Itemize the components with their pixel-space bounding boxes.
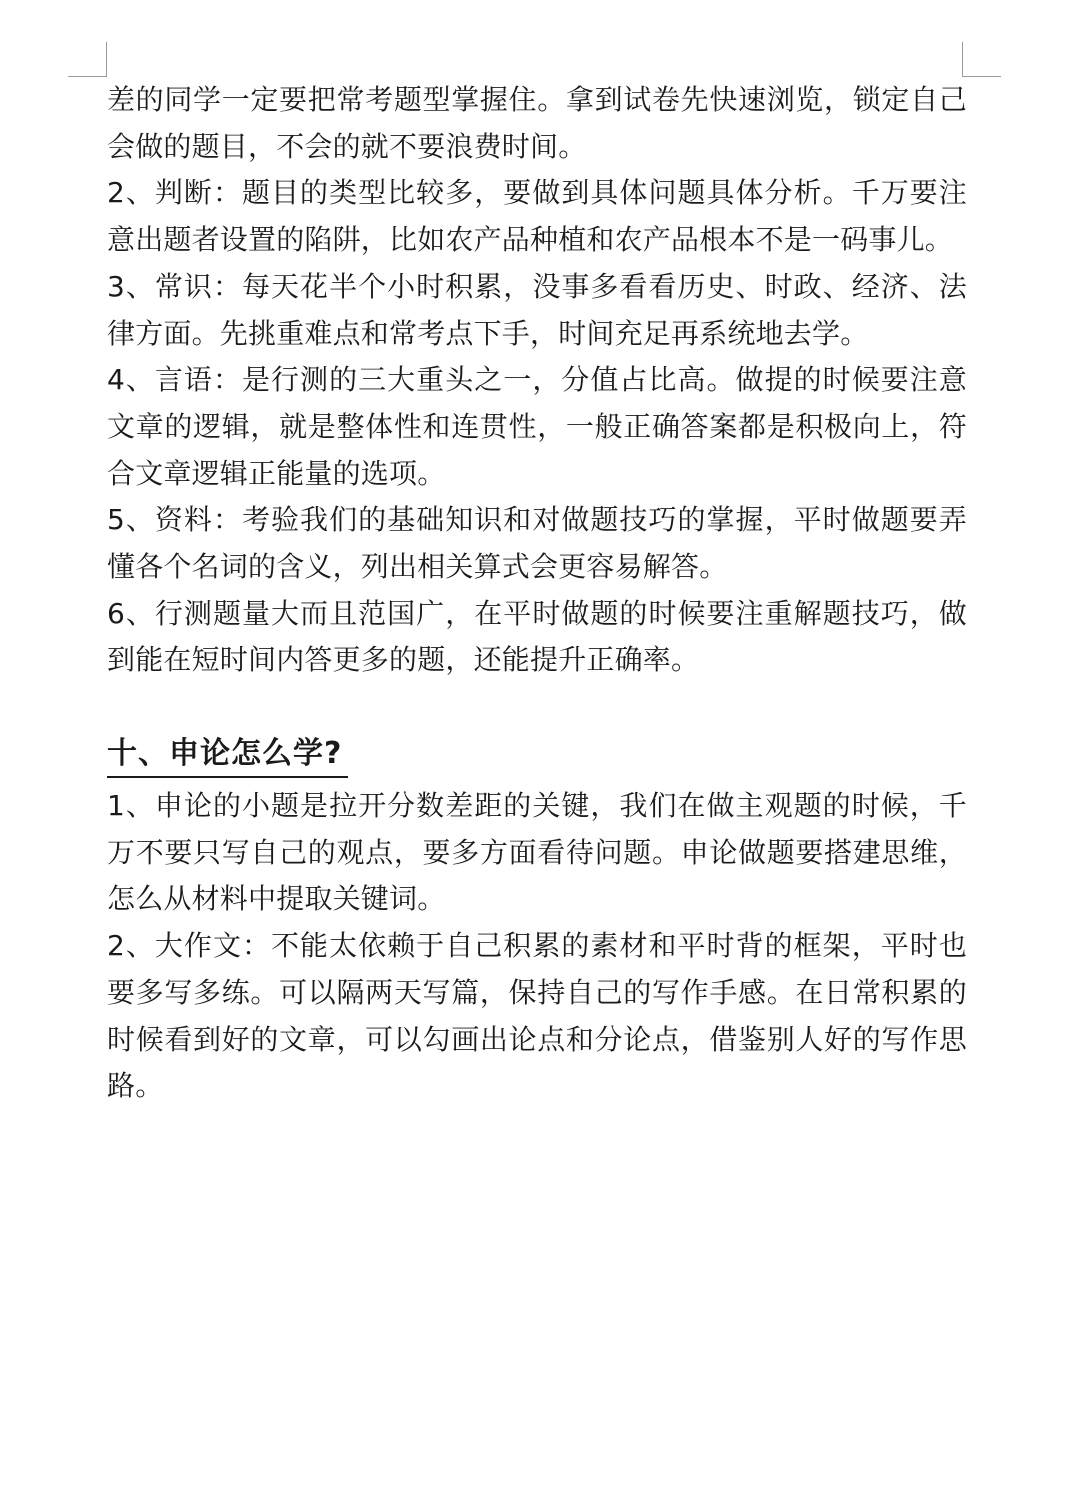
- paragraph-common-sense: 3、常识：每天花半个小时积累，没事多看看历史、时政、经济、法律方面。先挑重难点和常考点下手，时间充足再系统地去学。: [107, 269, 967, 350]
- page-corner-mark-top-left: [68, 42, 107, 77]
- paragraph-essay-composition: 2、大作文：不能太依赖于自己积累的素材和平时背的框架，平时也要多写多练。可以隔两天写篇，保持自己的写作手感。在日常积累的时候看到好的文章，可以勾画出论点和分论点，借鉴别人好的写作思路。: [107, 929, 967, 1103]
- page-corner-mark-top-right: [962, 42, 1001, 77]
- section-ten-body: [107, 783, 967, 1110]
- section-ten-heading: 十、申论怎么学?: [107, 732, 348, 778]
- paragraph-essay-short-questions: 1、申论的小题是拉开分数差距的关键，我们在做主观题的时候，千万不要只写自己的观点，要多方面看待问题。申论做题要搭建思维，怎么从材料中提取关键词。: [107, 789, 967, 916]
- paragraph-exam-volume: 6、行测题量大而且范国广，在平时做题的时候要注重解题技巧，做到能在短时间内答更多的题，还能提升正确率。: [107, 596, 967, 677]
- paragraph-judgment: 2、判断：题目的类型比较多，要做到具体问题具体分析。千万要注意出题者设置的陷阱，比如农产品种植和农产品根本不是一码事儿。: [107, 176, 967, 257]
- section-nine-body: [107, 77, 967, 684]
- paragraph-continuation: 差的同学一定要把常考题型掌握住。拿到试卷先快速浏览，锁定自己会做的题目，不会的就不要浪费时间。: [107, 83, 967, 163]
- paragraph-verbal: 4、言语：是行测的三大重头之一，分值占比高。做提的时候要注意文章的逻辑，就是整体性和连贯性，一般正确答案都是积极向上，符合文章逻辑正能量的选项。: [107, 363, 967, 490]
- paragraph-data-analysis: 5、资料：考验我们的基础知识和对做题技巧的掌握，平时做题要弄懂各个名词的含义，列出相关算式会更容易解答。: [107, 503, 967, 584]
